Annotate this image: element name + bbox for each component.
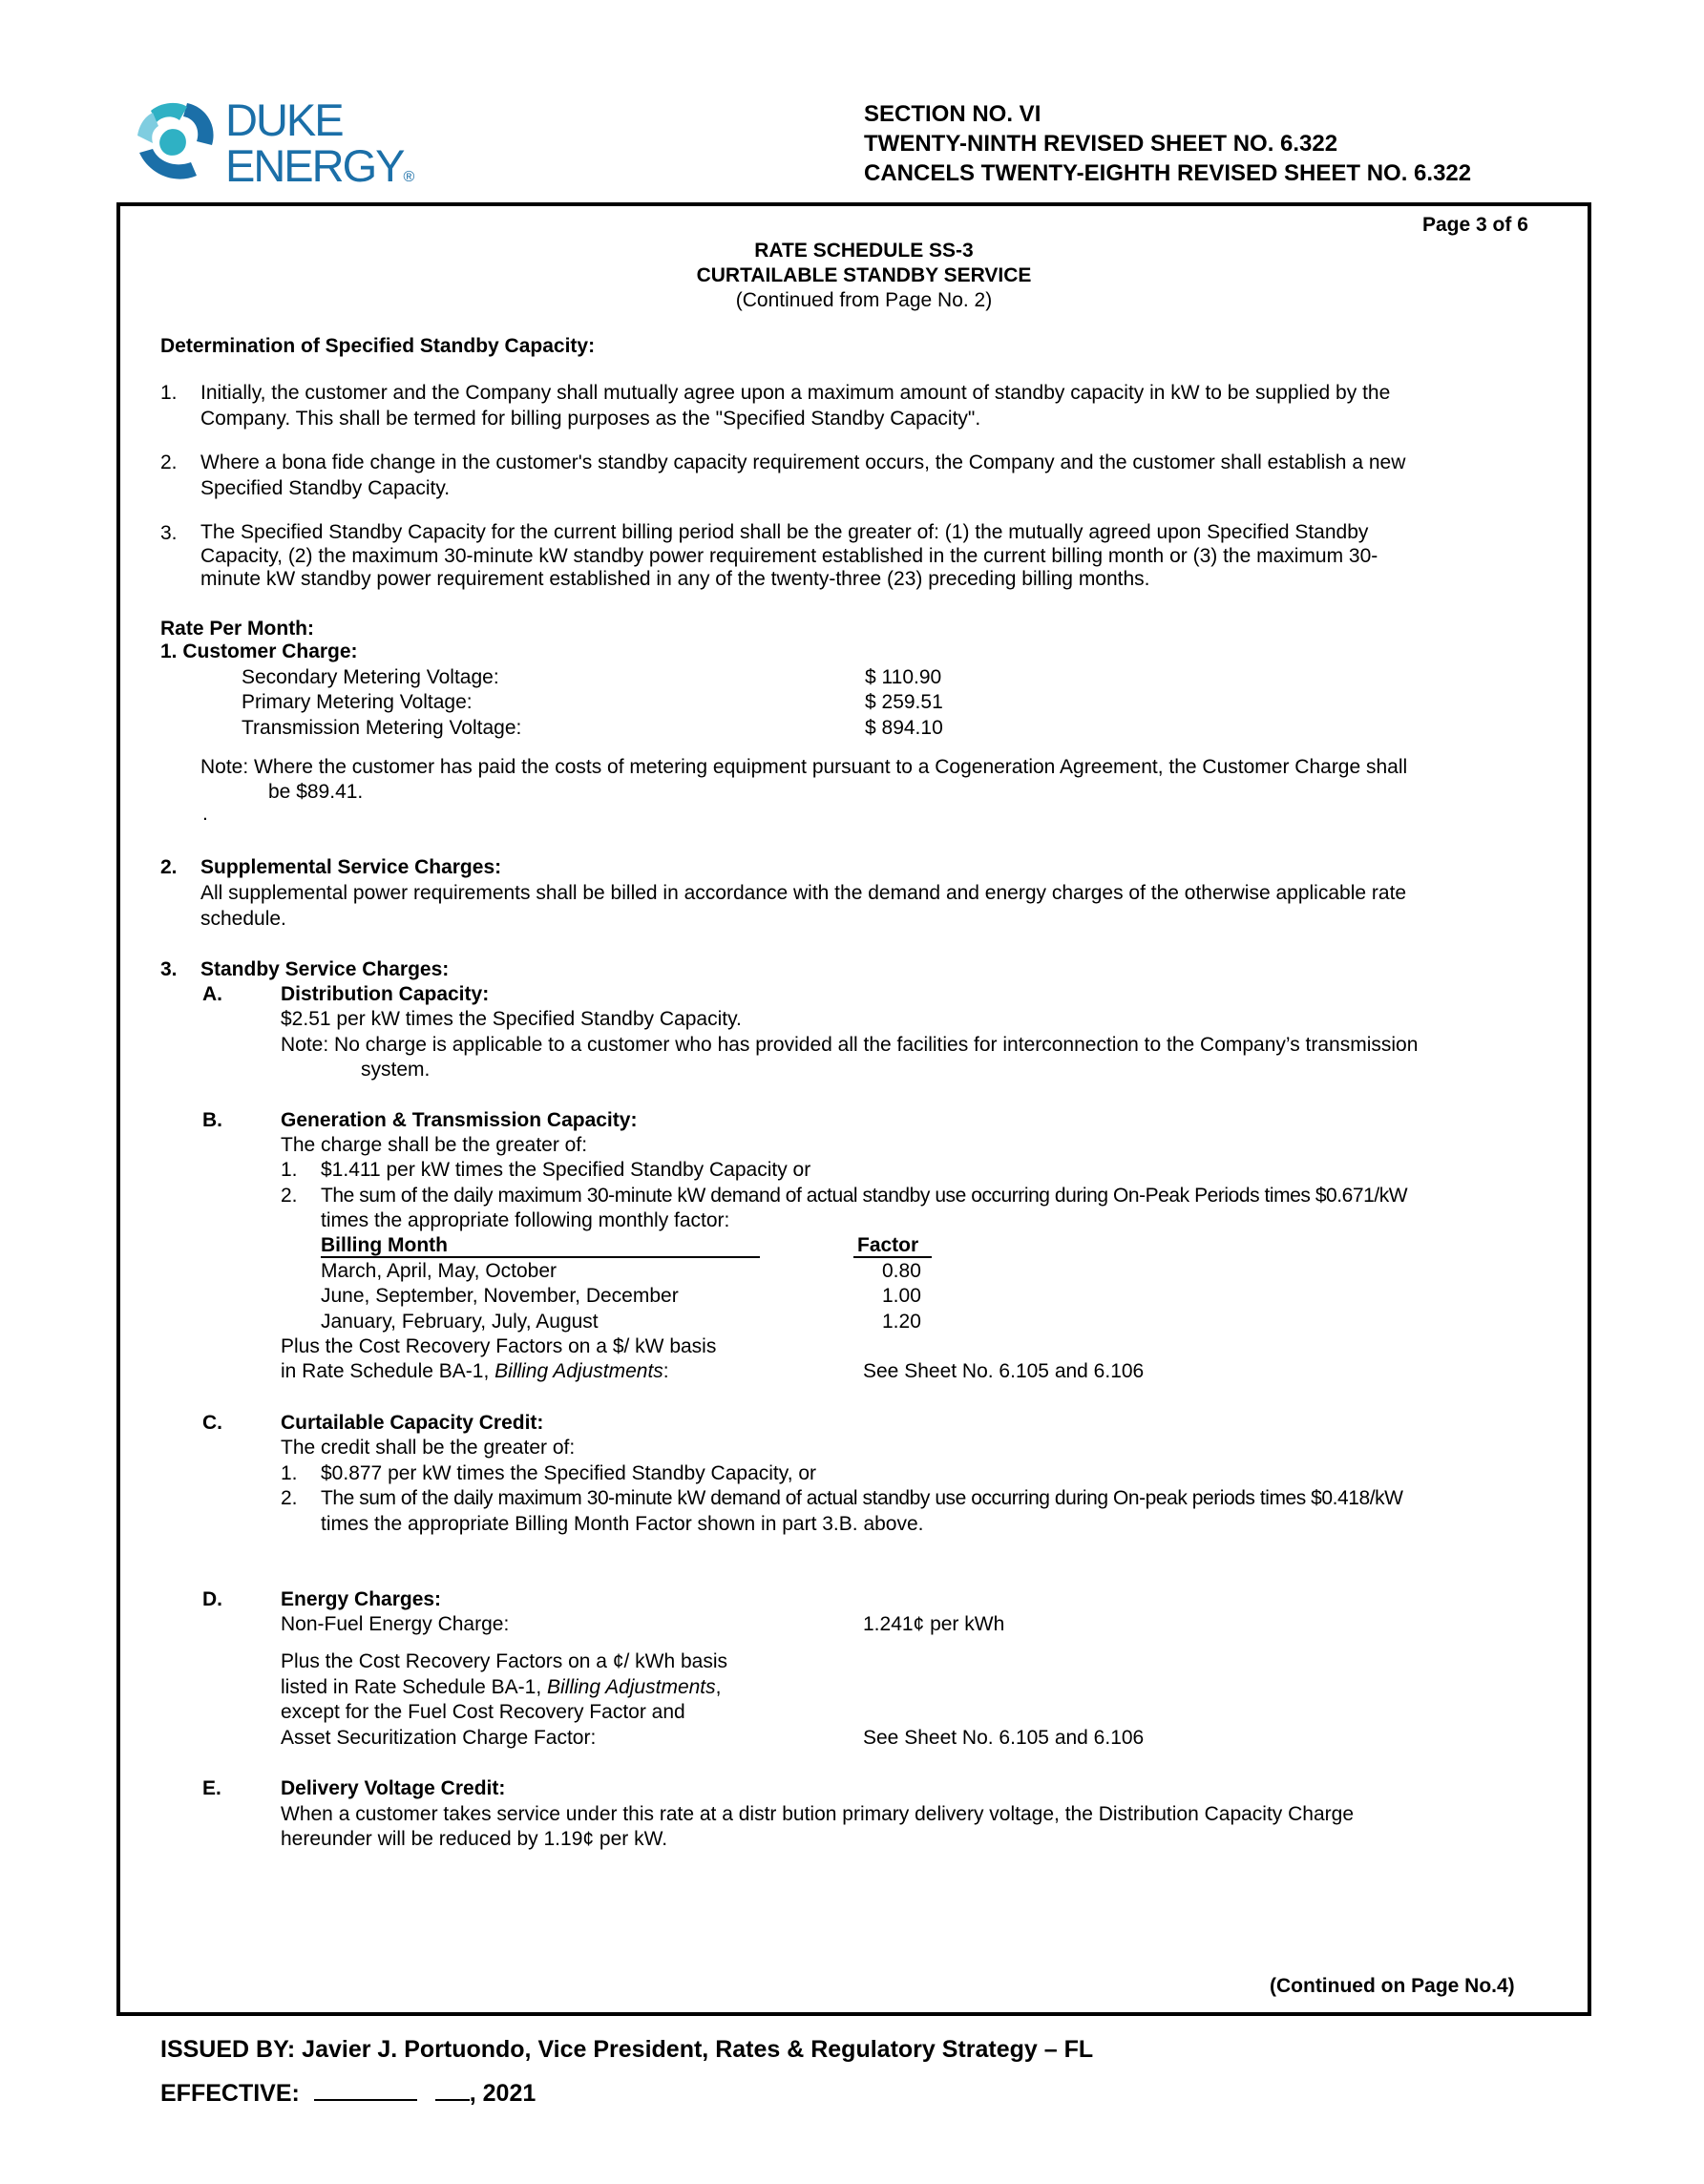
energy-plus-line-4: Asset Securitization Charge Factor: [281,1727,597,1749]
delivery-voltage-line-2: hereunder will be reduced by 1.19¢ per kW. [281,1828,668,1850]
logo-word-energy: ENERGY® [225,140,415,191]
issued-by: ISSUED BY: Javier J. Portuondo, Vice President, Rates & Regulatory Strategy – FL [160,2036,1094,2063]
distribution-capacity-note-line-2: system. [361,1059,431,1081]
billing-month-factor: 1.00 [882,1285,921,1307]
gen-trans-item-1: $1.411 per kW times the Specified Standby Capacity or [321,1159,811,1181]
gen-trans-see-sheet: See Sheet No. 6.105 and 6.106 [863,1360,1145,1382]
non-fuel-energy-label: Non-Fuel Energy Charge: [281,1613,510,1635]
determination-item-2 [200,451,1405,501]
supplemental-text-line-1: All supplemental power requirements shall be billed in accordance with the demand and energy charges of the otherwise applicable rate [200,882,1407,904]
determination-item-1-line-2: Company. This shall be termed for billing purposes as the "Specified Standby Capacity". [200,407,981,430]
continued-from: (Continued from Page No. 2) [735,289,993,311]
determination-item-2-line-1: Where a bona fide change in the customer's standby capacity requirement occurs, the Company and the customer shall establish a new [200,452,1406,473]
cancels-sheet: CANCELS TWENTY-EIGHTH REVISED SHEET NO. 6.322 [864,160,1472,186]
determination-item-2-line-2: Specified Standby Capacity. [200,476,451,499]
revised-sheet: TWENTY-NINTH REVISED SHEET NO. 6.322 [864,131,1338,157]
schedule-title: RATE SCHEDULE SS-3 [754,240,974,262]
logo-mark-icon [130,97,221,188]
standby-heading: Standby Service Charges: [200,958,450,980]
determination-num-1: 1. [160,382,178,404]
determination-num-3: 3. [160,522,178,544]
determination-item-1-line-1: Initially, the customer and the Company shall mutually agree upon a maximum amount of standby capacity in kW to be supplied by the [200,382,1391,404]
sheet-header [864,99,1471,188]
gen-trans-item-2-num: 2. [281,1185,298,1207]
distribution-capacity-rate: $2.51 per kW times the Specified Standby Capacity. [281,1008,742,1030]
page-label: Page 3 of 6 [1422,214,1528,236]
supplemental-heading: Supplemental Service Charges: [200,856,502,878]
energy-charges-heading: Energy Charges: [281,1588,442,1610]
curtailable-credit-item-1-num: 1. [281,1462,298,1484]
standby-e-letter: E. [202,1777,221,1799]
billing-month-row: March, April, May, October [321,1260,557,1282]
factor-column-header: Factor [857,1234,919,1256]
customer-charge-label: Primary Metering Voltage: [242,691,473,713]
factor-underline [853,1256,932,1258]
effective-day-blank [435,2080,470,2101]
supplemental-num: 2. [160,856,178,878]
rate-heading: Rate Per Month: [160,618,315,640]
continued-on-page: (Continued on Page No.4) [1270,1975,1515,1997]
non-fuel-energy-value: 1.241¢ per kWh [863,1613,1005,1635]
curtailable-credit-intro: The credit shall be the greater of: [281,1437,576,1459]
gen-trans-heading: Generation & Transmission Capacity: [281,1109,638,1131]
distribution-capacity-note-line-1: Note: No charge is applicable to a customer who has provided all the facilities for interconnection to the Company’s transmission [281,1034,1419,1056]
billing-month-factor: 1.20 [882,1311,921,1333]
logo-registered-mark: ® [403,169,415,185]
distribution-capacity-heading: Distribution Capacity: [281,983,490,1005]
gen-trans-item-2-line-1: The sum of the daily maximum 30-minute kW demand of actual standby use occurring during On-Peak Periods times $0.671/kW [321,1185,1408,1207]
stray-dot: . [202,803,208,825]
determination-item-3-line-1: The Specified Standby Capacity for the current billing period shall be the greater of: (1) the mutually agreed upon Specified Standby [200,521,1369,543]
customer-charge-note-line-1: Note: Where the customer has paid the costs of metering equipment pursuant to a Cogeneration Agreement, the Customer Charge shall [200,756,1408,778]
energy-plus-line-1: Plus the Cost Recovery Factors on a ¢/ kWh basis [281,1650,728,1672]
customer-charge-value: $ 259.51 [865,691,943,713]
logo-word-duke: DUKE [225,94,343,145]
customer-charge-label: Transmission Metering Voltage: [242,717,522,739]
customer-charge-value: $ 110.90 [865,666,942,688]
curtailable-credit-item-2-line-1: The sum of the daily maximum 30-minute kW demand of actual standby use occurring during On-peak periods times $0.418/kW [321,1487,1403,1509]
billing-month-underline [321,1256,760,1258]
determination-heading: Determination of Specified Standby Capacity: [160,335,596,357]
determination-item-1 [200,381,1390,431]
energy-plus-line-2: listed in Rate Schedule BA-1, Billing Adjustments, [281,1676,722,1698]
standby-num: 3. [160,958,178,980]
effective-date [160,2080,536,2108]
gen-trans-intro: The charge shall be the greater of: [281,1134,588,1156]
effective-label: EFFECTIVE: [160,2080,300,2107]
energy-plus-line-3: except for the Fuel Cost Recovery Factor and [281,1701,685,1723]
determination-item-3 [200,521,1378,592]
determination-item-3-line-2: Capacity, (2) the maximum 30-minute kW standby power requirement established in the current billing month or (3) the maximum 30- [200,544,1378,567]
curtailable-credit-item-2-num: 2. [281,1487,298,1509]
customer-charge-label: Secondary Metering Voltage: [242,666,499,688]
duke-energy-logo [130,95,416,191]
customer-charge-value: $ 894.10 [865,717,943,739]
customer-charge-heading: 1. Customer Charge: [160,640,358,662]
gen-trans-item-1-num: 1. [281,1159,298,1181]
determination-item-3-line-3: minute kW standby power requirement established in any of the twenty-three (23) preceding billing months. [200,568,1150,590]
gen-trans-item-2-line-2: times the appropriate following monthly factor: [321,1209,730,1231]
curtailable-credit-heading: Curtailable Capacity Credit: [281,1412,544,1434]
section-number: SECTION NO. VI [864,101,1041,127]
billing-month-row: January, February, July, August [321,1311,599,1333]
delivery-voltage-heading: Delivery Voltage Credit: [281,1777,506,1799]
schedule-subtitle: CURTAILABLE STANDBY SERVICE [696,264,1032,286]
curtailable-credit-item-2-line-2: times the appropriate Billing Month Factor shown in part 3.B. above. [321,1513,924,1535]
standby-c-letter: C. [202,1412,222,1434]
billing-month-row: June, September, November, December [321,1285,679,1307]
gen-trans-plus-line-2: in Rate Schedule BA-1, Billing Adjustments: [281,1360,669,1382]
supplemental-text-line-2: schedule. [200,908,286,930]
gen-trans-plus-line-1: Plus the Cost Recovery Factors on a $/ kW basis [281,1335,717,1357]
curtailable-credit-item-1: $0.877 per kW times the Specified Standby Capacity, or [321,1462,817,1484]
energy-see-sheet: See Sheet No. 6.105 and 6.106 [863,1727,1145,1749]
billing-month-factor: 0.80 [882,1260,921,1282]
standby-b-letter: B. [202,1109,222,1131]
standby-d-letter: D. [202,1588,222,1610]
customer-charge-note-line-2: be $89.41. [268,781,364,803]
standby-a-letter: A. [202,983,222,1005]
determination-num-2: 2. [160,452,178,473]
billing-month-column-header: Billing Month [321,1234,448,1256]
delivery-voltage-line-1: When a customer takes service under this rate at a distr bution primary delivery voltage, the Distribution Capacity Charge [281,1803,1355,1825]
effective-month-blank [314,2080,417,2101]
effective-year: , 2021 [469,2080,536,2107]
